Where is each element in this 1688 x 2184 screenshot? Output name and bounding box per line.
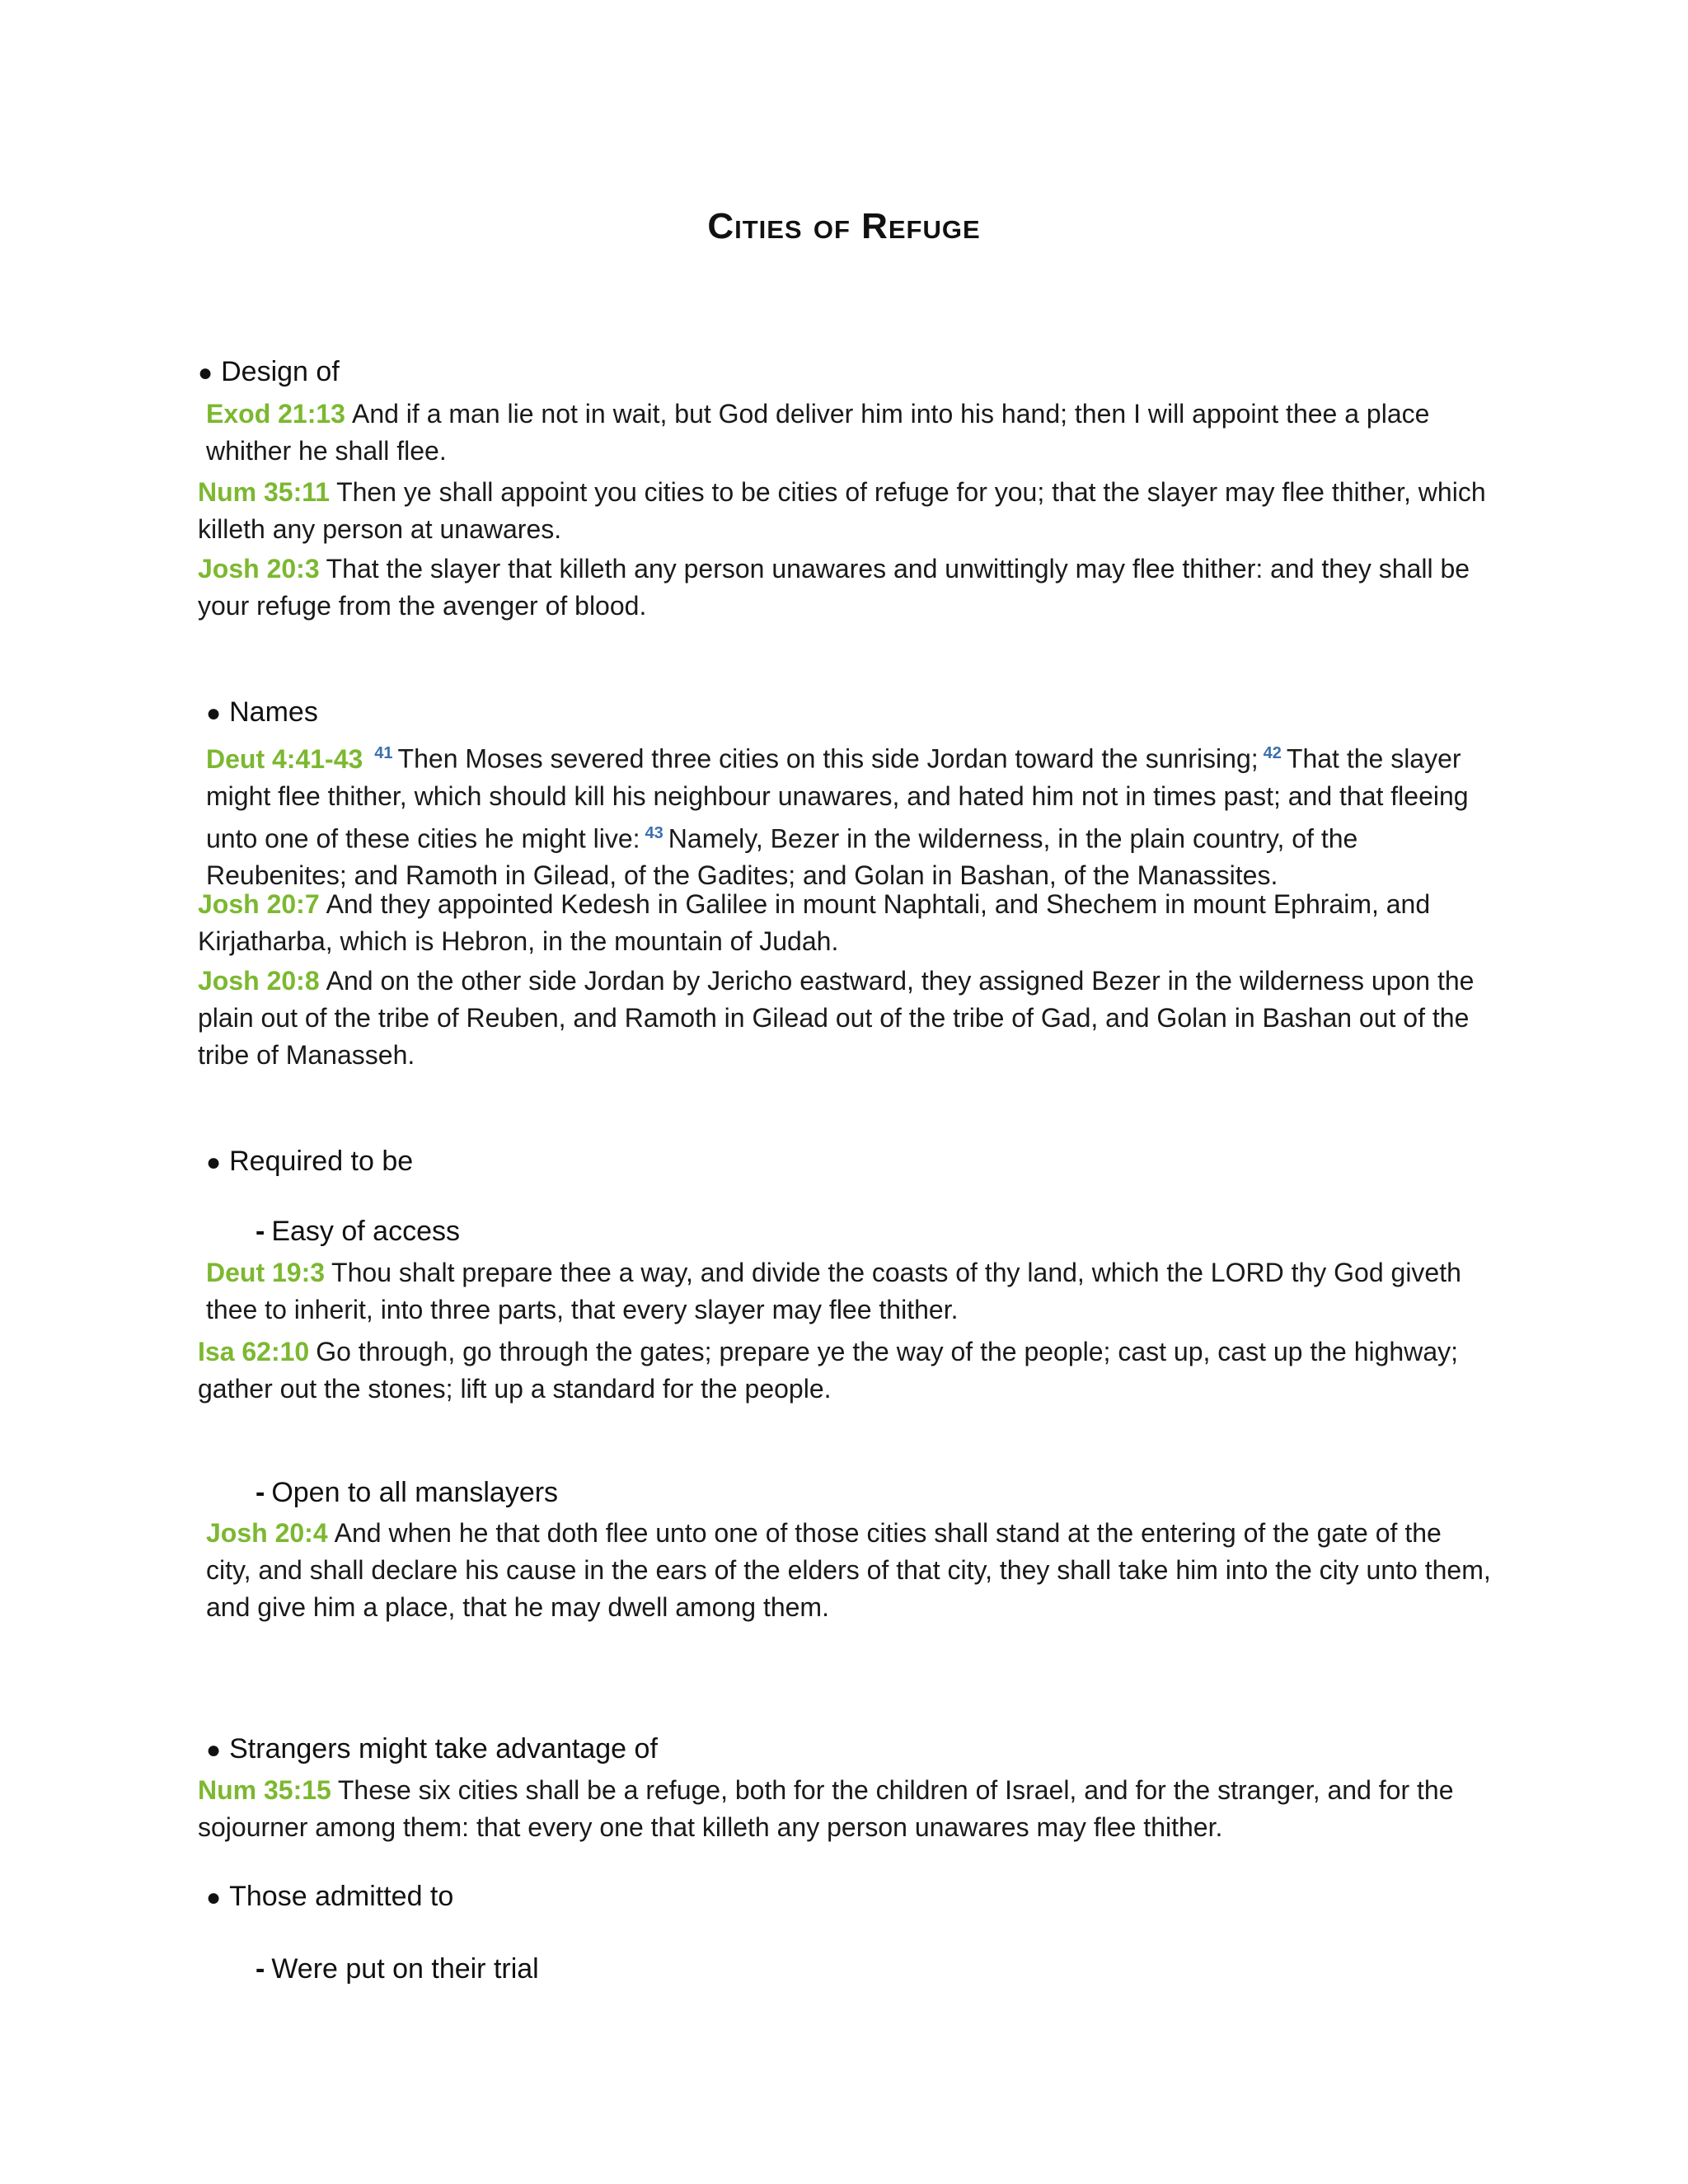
verse-text: These six cities shall be a refuge, both for the children of Israel, and for the stranger, and for the sojourner among them: that every one that killeth any person unawares may flee thither. — [198, 1775, 1454, 1842]
verse-reference[interactable]: Deut 4:41-43 — [206, 743, 363, 774]
verse-josh-20-7 — [198, 886, 1492, 960]
verse-text: Go through, go through the gates; prepare ye the way of the people; cast up, cast up the highway; gather out the stones; lift up a standard for the people. — [198, 1337, 1459, 1404]
bullet-icon: ● — [206, 1884, 222, 1911]
verse-text: Then Moses severed three cities on this side Jordan toward the sunrising; — [397, 743, 1259, 774]
verse-text: Then ye shall appoint you cities to be cities of refuge for you; that the slayer may flee thither, which killeth any person at unawares. — [198, 477, 1486, 544]
verse-reference[interactable]: Deut 19:3 — [206, 1258, 326, 1287]
bullet-icon: ● — [206, 1736, 222, 1764]
verse-reference[interactable]: Josh 20:4 — [206, 1518, 328, 1548]
dash-icon: - — [256, 1953, 265, 1985]
heading-admitted: ● Those admitted to — [206, 1881, 454, 1912]
heading-names: ● Names — [206, 696, 318, 728]
verse-josh-20-4 — [198, 1515, 1492, 1626]
dash-icon: - — [256, 1216, 265, 1247]
verse-josh-20-3 — [198, 551, 1492, 625]
verse-text: And if a man lie not in wait, but God deliver him into his hand; then I will appoint thee a place whither he shall flee. — [206, 399, 1430, 466]
verse-reference[interactable]: Josh 20:8 — [198, 966, 320, 996]
verse-josh-20-8 — [198, 963, 1492, 1074]
verse-number: 42 — [1263, 744, 1282, 762]
subheading-trial: - Were put on their trial — [256, 1953, 539, 1985]
verse-text: That the slayer that killeth any person unawares and unwittingly may flee thither: and they shall be your refuge from the avenger of blood. — [198, 554, 1470, 621]
verse-reference[interactable]: Josh 20:3 — [198, 554, 320, 583]
verse-deut-4-41-43 — [198, 735, 1492, 894]
bullet-icon: ● — [206, 1149, 222, 1176]
verse-reference[interactable]: Exod 21:13 — [206, 399, 345, 429]
verse-reference[interactable]: Josh 20:7 — [198, 889, 320, 919]
verse-num-35-15 — [198, 1772, 1492, 1846]
verse-text: And on the other side Jordan by Jericho eastward, they assigned Bezer in the wilderness upon the plain out of the tribe of Reuben, and Ramoth in Gilead out of the tribe of Gad, and Golan in Bashan out of the tribe of Manasseh. — [198, 966, 1475, 1070]
verse-text: Thou shalt prepare thee a way, and divide the coasts of thy land, which the LORD thy God giveth thee to inherit, into three parts, that every slayer may flee thither. — [206, 1258, 1461, 1324]
verse-isa-62-10 — [198, 1333, 1492, 1408]
bullet-icon: ● — [198, 359, 213, 387]
verse-reference[interactable]: Num 35:15 — [198, 1775, 331, 1805]
heading-required: ● Required to be — [206, 1146, 414, 1177]
page-title: Cities of Refuge — [707, 206, 981, 246]
verse-text: Namely, Bezer in the wilderness, in the plain country, of the Reubenites; and Ramoth in Gilead, of the Gadites; and Golan in Bashan, of the Manassites. — [206, 823, 1358, 891]
verse-num-35-11 — [198, 474, 1492, 548]
subheading-easy-access: - Easy of access — [256, 1216, 460, 1247]
verse-number: 43 — [645, 823, 663, 842]
verse-reference[interactable]: Num 35:11 — [198, 477, 331, 507]
dash-icon: - — [256, 1477, 265, 1508]
verse-text: That the slayer might flee thither, which should kill his neighbour unawares, and hated him not in times past; and that fleeing unto one of these cities he might live: — [206, 743, 1469, 854]
verse-number: 41 — [374, 744, 393, 762]
verse-reference[interactable]: Isa 62:10 — [198, 1337, 310, 1366]
heading-strangers: ● Strangers might take advantage of — [206, 1733, 658, 1765]
bullet-icon: ● — [206, 700, 222, 727]
verse-exod-21-13 — [198, 396, 1492, 470]
subheading-open-manslayers: - Open to all manslayers — [256, 1477, 559, 1508]
verse-text: And they appointed Kedesh in Galilee in mount Naphtali, and Shechem in mount Ephraim, and Kirjatharba, which is Hebron, in the mountain of Judah. — [198, 889, 1431, 956]
verse-deut-19-3 — [198, 1254, 1492, 1329]
heading-design: ● Design of — [198, 356, 340, 387]
verse-text: And when he that doth flee unto one of those cities shall stand at the entering of the gate of the city, and shall declare his cause in the ears of the elders of that city, they shall take him into the city unto them, and give him a place, that he may dwell among them. — [206, 1518, 1491, 1622]
